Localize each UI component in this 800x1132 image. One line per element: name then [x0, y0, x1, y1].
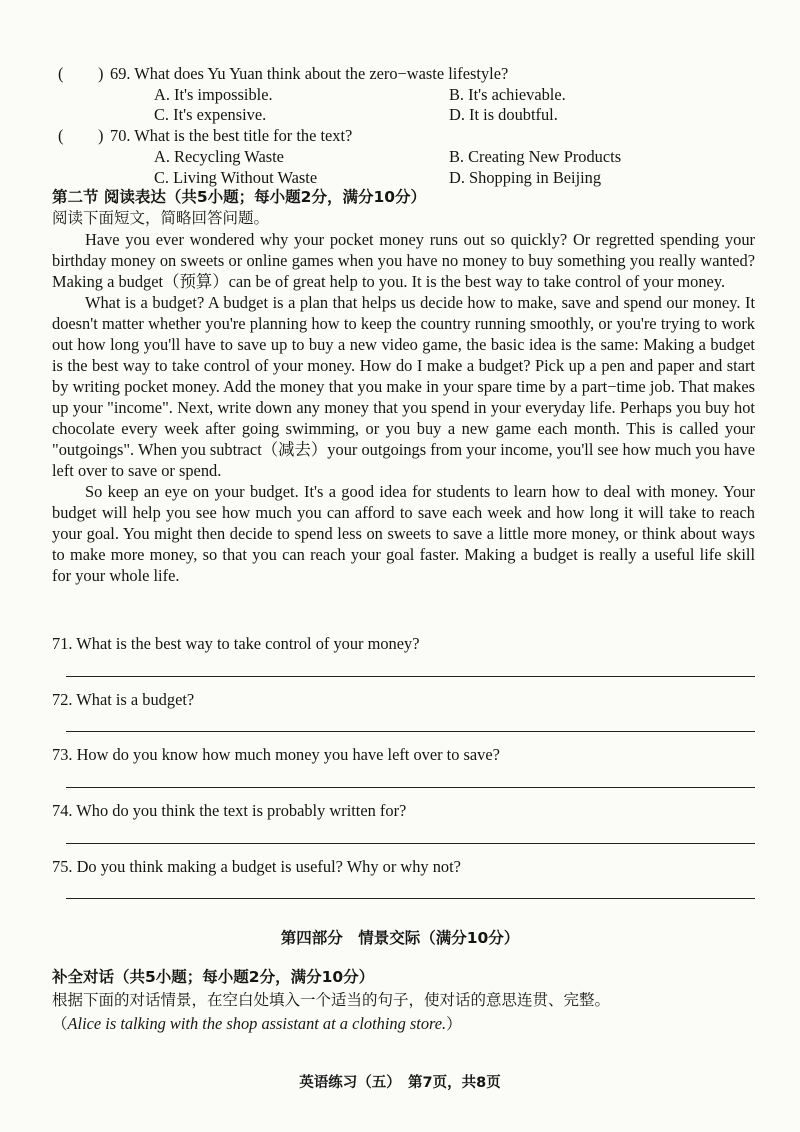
- section-title: 第二节 阅读表达（共5小题；每小题2分，满分10分）: [52, 188, 427, 206]
- scenario-paren-close: ）: [446, 1015, 462, 1033]
- answer-bracket-open[interactable]: (: [58, 64, 64, 83]
- part-title: 第四部分 情景交际（满分10分）: [280, 929, 520, 947]
- option-70-d[interactable]: D. Shopping in Beijing: [449, 168, 602, 187]
- option-70-c[interactable]: C. Living Without Waste: [154, 168, 318, 187]
- answer-line-73[interactable]: [66, 787, 755, 788]
- section-instruction: 阅读下面短文，简略回答问题。: [52, 209, 270, 227]
- answer-line-71[interactable]: [66, 676, 755, 677]
- scenario-line: [52, 1013, 462, 1035]
- answer-line-75[interactable]: [66, 898, 755, 899]
- passage-paragraph: Have you ever wondered why your pocket money runs out so quickly? Or regretted spending your birthday money on sweets or online games when you have no money to buy something you really wanted? Making a budget（预算）can be of great help to you. It is the best way to take control of your money.: [52, 230, 755, 291]
- option-69-d[interactable]: D. It is doubtful.: [449, 105, 558, 124]
- question-74: 74. Who do you think the text is probably written for?: [52, 801, 407, 820]
- answer-bracket-close: ): [98, 126, 104, 145]
- part-instruction: 根据下面的对话情景，在空白处填入一个适当的句子，使对话的意思连贯、完整。: [52, 991, 611, 1009]
- answer-bracket-open[interactable]: (: [58, 126, 64, 145]
- answer-bracket-close: ): [98, 64, 104, 83]
- passage-paragraph: So keep an eye on your budget. It's a good idea for students to learn how to deal with money. Your budget will help you see how much you can afford to save each week and how long it will take to reach your goal. You might then decide to spend less on sweets to save a little more money, or think about ways to make more money, so that you can reach your goal faster. Making a budget is really a useful life skill for your whole life.: [52, 482, 755, 585]
- question-75: 75. Do you think making a budget is useful? Why or why not?: [52, 857, 461, 876]
- answer-line-72[interactable]: [66, 731, 755, 732]
- question-70: 70. What is the best title for the text?: [110, 126, 353, 145]
- passage-paragraph: What is a budget? A budget is a plan that helps us decide how to make, save and spend our money. It doesn't matter whether you're planning how to keep the country running smoothly, or you're trying to work out how long you'll have to save up to buy a new video game, the basic idea is the same: Making a budget is the best way to take control of your money. How do I make a budget? Pick up a pen and paper and start by writing pocket money. Add the money that you make in your spare time by a part−time job. That makes up your "income". Next, write down any money that you spend in your everyday life. Perhaps you buy hot chocolate every week after going swimming, or you buy a new game each month. This is called your "outgoings". When you subtract（减去）your outgoings from your income, you'll see how much you have left over to save or spend.: [52, 293, 755, 480]
- part-subtitle: 补全对话（共5小题；每小题2分，满分10分）: [52, 968, 375, 986]
- question-69: 69. What does Yu Yuan think about the zero−waste lifestyle?: [110, 64, 509, 83]
- scenario-paren-open: （: [52, 1015, 68, 1033]
- question-73: 73. How do you know how much money you have left over to save?: [52, 745, 500, 764]
- option-69-a[interactable]: A. It's impossible.: [154, 85, 273, 104]
- page-footer: 英语练习（五） 第7页，共8页: [299, 1075, 501, 1091]
- option-70-b[interactable]: B. Creating New Products: [449, 147, 622, 166]
- scenario-text: Alice is talking with the shop assistant at a clothing store.: [67, 1014, 447, 1033]
- answer-line-74[interactable]: [66, 843, 755, 844]
- option-69-b[interactable]: B. It's achievable.: [449, 85, 566, 104]
- question-71: 71. What is the best way to take control of your money?: [52, 634, 420, 653]
- option-69-c[interactable]: C. It's expensive.: [154, 105, 267, 124]
- question-72: 72. What is a budget?: [52, 690, 195, 709]
- option-70-a[interactable]: A. Recycling Waste: [154, 147, 284, 166]
- reading-passage: [52, 229, 755, 586]
